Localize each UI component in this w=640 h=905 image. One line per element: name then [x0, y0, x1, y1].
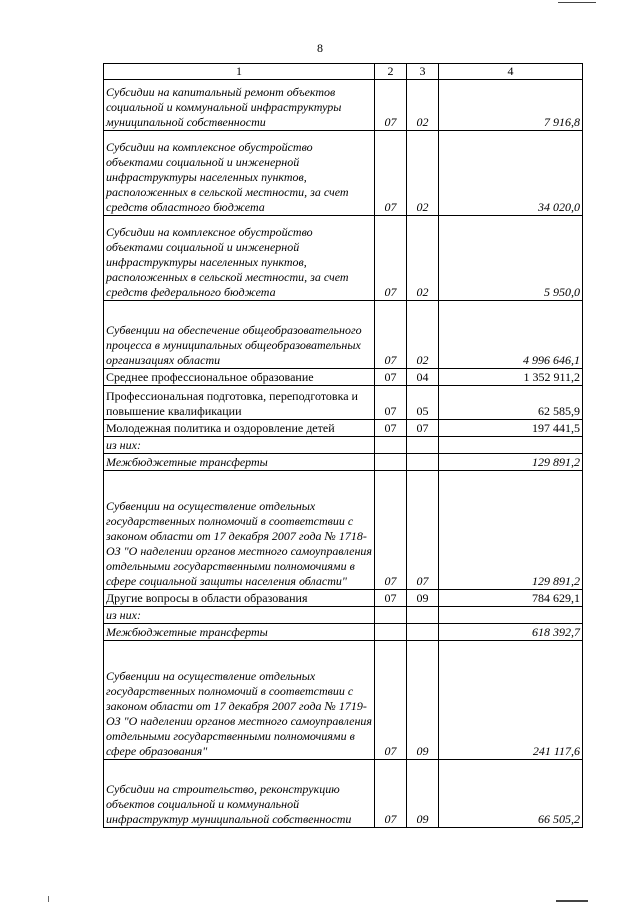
row-name-cell: Межбюджетные трансферты [104, 624, 375, 641]
scan-mark-top-right [558, 2, 596, 3]
row-razdel-cell: 07 [375, 369, 407, 386]
row-razdel-cell: 07 [375, 386, 407, 420]
row-amount-cell: 197 441,5 [439, 420, 583, 437]
row-name-cell: Субвенции на осуществление отдельных государственных полномочий в соответствии с законом области от 17 декабря 2007 года № 1718-ОЗ "О наделении органов местного самоуправления отдельными государственными полномочиями в сфере социальной защиты населения области" [104, 471, 375, 590]
row-name-cell: Профессиональная подготовка, переподготовка и повышение квалификации [104, 386, 375, 420]
table-row [104, 369, 583, 386]
row-name-cell: Субвенции на осуществление отдельных государственных полномочий в соответствии с законом области от 17 декабря 2007 года № 1719-ОЗ "О наделении органов местного самоуправления отдельными государственными полномочиями в сфере образования" [104, 641, 375, 760]
header-col-4: 4 [439, 64, 583, 80]
table-header-row [104, 64, 583, 80]
row-razdel-cell [375, 454, 407, 471]
row-podrazdel-cell: 05 [407, 386, 439, 420]
table-row [104, 590, 583, 607]
row-razdel-cell: 07 [375, 80, 407, 131]
table-row [104, 607, 583, 624]
row-amount-cell: 1 352 911,2 [439, 369, 583, 386]
row-name-cell: Субсидии на комплексное обустройство объектами социальной и инженерной инфраструктуры населенных пунктов, расположенных в сельской местности, за счет средств федерального бюджета [104, 216, 375, 301]
row-podrazdel-cell [407, 624, 439, 641]
row-name-cell: Субсидии на капитальный ремонт объектов социальной и коммунальной инфраструктуры муниципальной собственности [104, 80, 375, 131]
scan-mark-bottom-right [556, 900, 588, 902]
row-name-cell: из них: [104, 607, 375, 624]
table-row [104, 624, 583, 641]
row-podrazdel-cell: 02 [407, 131, 439, 216]
row-amount-cell [439, 437, 583, 454]
row-amount-cell [439, 607, 583, 624]
row-amount-cell: 4 996 646,1 [439, 301, 583, 369]
row-amount-cell: 5 950,0 [439, 216, 583, 301]
row-name-cell: Молодежная политика и оздоровление детей [104, 420, 375, 437]
page-number: 8 [317, 41, 323, 55]
scan-tick-bottom-left [48, 896, 49, 902]
row-podrazdel-cell: 04 [407, 369, 439, 386]
row-podrazdel-cell: 02 [407, 301, 439, 369]
table-row [104, 301, 583, 369]
row-podrazdel-cell: 09 [407, 590, 439, 607]
table-body [104, 80, 583, 828]
row-razdel-cell [375, 437, 407, 454]
header-col-2: 2 [375, 64, 407, 80]
table-row [104, 80, 583, 131]
row-name-cell: Субвенции на обеспечение общеобразовательного процесса в муниципальных общеобразовательных организациях области [104, 301, 375, 369]
row-razdel-cell: 07 [375, 301, 407, 369]
row-razdel-cell [375, 624, 407, 641]
row-amount-cell: 241 117,6 [439, 641, 583, 760]
row-name-cell: Другие вопросы в области образования [104, 590, 375, 607]
table-row [104, 216, 583, 301]
header-col-1: 1 [104, 64, 375, 80]
row-amount-cell: 129 891,2 [439, 454, 583, 471]
row-razdel-cell: 07 [375, 131, 407, 216]
row-podrazdel-cell: 07 [407, 471, 439, 590]
row-name-cell: Среднее профессиональное образование [104, 369, 375, 386]
row-podrazdel-cell [407, 437, 439, 454]
row-podrazdel-cell: 09 [407, 641, 439, 760]
row-razdel-cell: 07 [375, 471, 407, 590]
budget-table [103, 63, 583, 828]
row-amount-cell: 62 585,9 [439, 386, 583, 420]
table-row [104, 471, 583, 590]
row-razdel-cell: 07 [375, 420, 407, 437]
table-row [104, 131, 583, 216]
row-amount-cell: 7 916,8 [439, 80, 583, 131]
row-name-cell: Субсидии на комплексное обустройство объектами социальной и инженерной инфраструктуры населенных пунктов, расположенных в сельской местности, за счет средств областного бюджета [104, 131, 375, 216]
header-col-3: 3 [407, 64, 439, 80]
table-row [104, 420, 583, 437]
table-row [104, 386, 583, 420]
row-amount-cell: 129 891,2 [439, 471, 583, 590]
row-podrazdel-cell [407, 607, 439, 624]
row-name-cell: Субсидии на строительство, реконструкцию объектов социальной и коммунальной инфраструктур муниципальной собственности [104, 760, 375, 828]
row-podrazdel-cell [407, 454, 439, 471]
table-row [104, 454, 583, 471]
row-amount-cell: 66 505,2 [439, 760, 583, 828]
table-row [104, 760, 583, 828]
row-razdel-cell: 07 [375, 641, 407, 760]
row-razdel-cell: 07 [375, 590, 407, 607]
row-podrazdel-cell: 02 [407, 80, 439, 131]
row-amount-cell: 618 392,7 [439, 624, 583, 641]
row-name-cell: из них: [104, 437, 375, 454]
row-podrazdel-cell: 02 [407, 216, 439, 301]
row-amount-cell: 784 629,1 [439, 590, 583, 607]
row-razdel-cell [375, 607, 407, 624]
row-razdel-cell: 07 [375, 216, 407, 301]
row-amount-cell: 34 020,0 [439, 131, 583, 216]
row-name-cell: Межбюджетные трансферты [104, 454, 375, 471]
row-razdel-cell: 07 [375, 760, 407, 828]
row-podrazdel-cell: 09 [407, 760, 439, 828]
row-podrazdel-cell: 07 [407, 420, 439, 437]
table-row [104, 641, 583, 760]
table-row [104, 437, 583, 454]
